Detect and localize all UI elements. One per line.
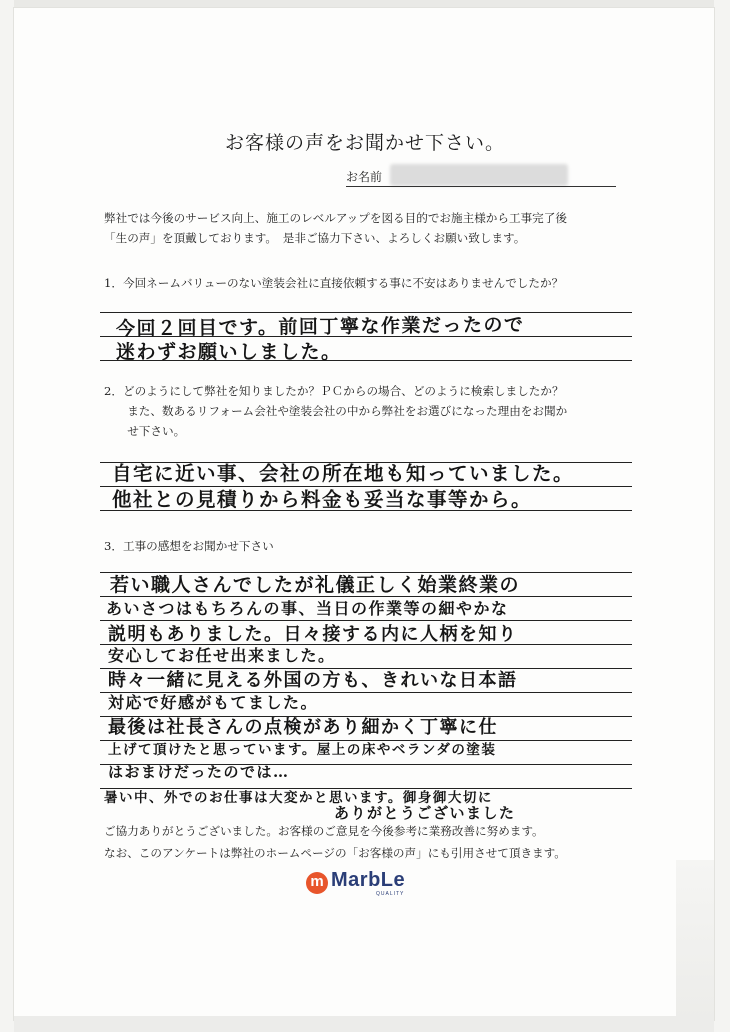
answer-1-line: 迷わずお願いしました。 [116, 341, 342, 363]
footer-note [104, 820, 566, 864]
question-2-line: せ下さい。 [104, 424, 186, 438]
name-underline [346, 186, 616, 187]
answer-3-line: 説明もありました。日々接する内に人柄を知り [108, 624, 518, 645]
logo-tagline: QUALITY [376, 891, 405, 897]
answer-3-line: 時々一緒に見える外国の方も、きれいな日本語 [108, 670, 518, 691]
answer-3-line: はおまけだったのでは… [108, 763, 290, 781]
intro-paragraph [104, 208, 567, 248]
answer-3-line: あいさつはもちろんの事、当日の作業等の細やかな [106, 599, 509, 618]
answer-3-line: ありがとうございました [334, 804, 516, 822]
logo-brand: MarbLe [331, 869, 406, 891]
answer-2-line: 他社との見積りから料金も妥当な事等から。 [112, 488, 533, 511]
scan-edge-bottom [14, 1016, 714, 1032]
intro-line: 「生の声」を頂戴しております。 是非ご協力下さい、よろしくお願い致します。 [104, 231, 526, 245]
question-2 [104, 381, 567, 441]
question-1: 1．今回ネームバリューのない塗装会社に直接依頼する事に不安はありませんでしたか？ [104, 276, 564, 290]
answer-1-line: 今回２回目です。前回丁寧な作業だったので [115, 313, 525, 341]
answer-2-line: 自宅に近い事、会社の所在地も知っていました。 [112, 462, 575, 485]
answer-3-line: 若い職人さんでしたが礼儀正しく始業終業の [110, 574, 521, 596]
question-3: 3．工事の感想をお聞かせ下さい [104, 539, 274, 553]
page-title: お客様の声をお聞かせ下さい。 [224, 132, 505, 154]
paper-shadow [676, 860, 714, 1020]
company-logo [306, 870, 426, 900]
name-field [346, 168, 616, 190]
answer-3-line: 上げて頂けたと思っています。屋上の床やベランダの塗装 [108, 742, 497, 758]
footer-line: なお、このアンケートは弊社のホームページの「お客様の声」にも引用させて頂きます。 [104, 846, 566, 860]
question-2-line: また、数あるリフォーム会社や塗装会社の中から弊社をお選びになった理由をお聞か [104, 404, 568, 418]
answer-3-line: 暑い中、外でのお仕事は大変かと思います。御身御大切に [104, 790, 493, 806]
redacted-name [390, 164, 568, 186]
answer-3-line: 対応で好感がもてました。 [108, 693, 319, 712]
answer-3-line: 安心してお任せ出来ました。 [108, 646, 336, 665]
intro-line: 弊社では今後のサービス向上、施工のレベルアップを図る目的でお施主様から工事完了後 [104, 211, 567, 225]
logo-mark-icon [306, 872, 328, 894]
answer-3-line: 最後は社長さんの点検があり細かく丁寧に仕 [108, 717, 498, 738]
footer-line: ご協力ありがとうございました。お客様のご意見を今後参考に業務改善に努めます。 [104, 824, 544, 838]
question-2-line: 2．どのようにして弊社を知りましたか？ＰＣからの場合、どのように検索しましたか？ [104, 384, 564, 398]
name-label: お名前 [346, 170, 383, 184]
